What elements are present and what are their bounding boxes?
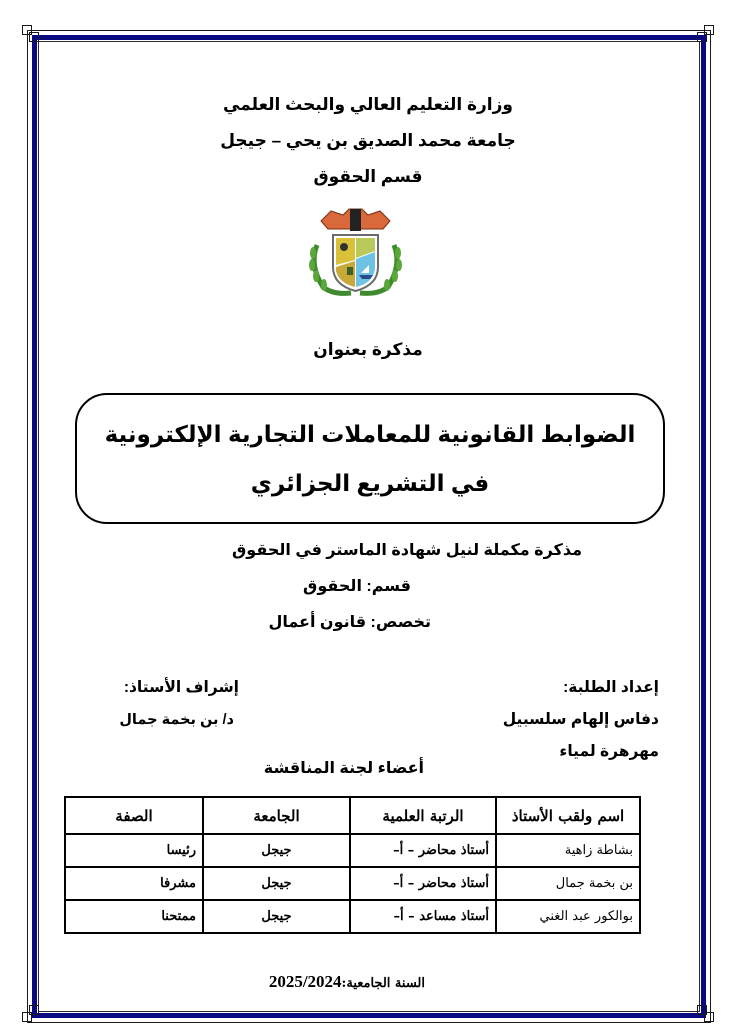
column-header: اسم ولقب الأستاذ: [496, 797, 640, 834]
member-name: بن بخمة جمال: [496, 867, 640, 900]
column-header: الجامعة: [203, 797, 350, 834]
ministry-name: وزارة التعليم العالي والبحث العلمي: [223, 95, 513, 114]
member-name: بشاطة زاهية: [496, 834, 640, 867]
department-name: قسم الحقوق: [313, 167, 423, 186]
table-header-row: [65, 797, 640, 834]
thesis-title-box: [75, 393, 665, 524]
member-university: جيجل: [203, 900, 350, 933]
university-name: جامعة محمد الصديق بن يحي – جيجل: [220, 131, 516, 150]
thesis-title-label: مذكرة بعنوان: [313, 340, 423, 359]
student-name: دفاس إلهام سلسبيل: [502, 711, 659, 728]
supervisor-name: د/ بن بخمة جمال: [119, 712, 234, 728]
students-label: إعداد الطلبة:: [563, 679, 659, 696]
degree-section: قسم: الحقوق: [303, 578, 411, 595]
degree-specialty: تخصص: قانون أعمال: [268, 614, 431, 631]
thesis-title-line-2: في التشريع الجزائري: [250, 470, 490, 496]
table-row: [65, 834, 640, 867]
member-rank: أستاذ محاضر – أ–: [350, 867, 496, 900]
member-rank: أستاذ محاضر – أ–: [350, 834, 496, 867]
university-crest-icon: [303, 205, 408, 297]
academic-year-label: السنة الجامعية:: [341, 976, 425, 991]
student-name: مهرهرة لمياء: [559, 743, 659, 760]
member-university: جيجل: [203, 834, 350, 867]
member-role: رئيسا: [65, 834, 203, 867]
academic-year-value: 2025/2024: [268, 972, 342, 991]
supervisor-label: إشراف الأستاذ:: [123, 679, 239, 696]
member-university: جيجل: [203, 867, 350, 900]
member-role: ممتحنا: [65, 900, 203, 933]
jury-title: أعضاء لجنة المناقشة: [263, 760, 424, 777]
jury-table: [64, 796, 641, 934]
thesis-title-line-1: الضوابط القانونية للمعاملات التجارية الإلكترونية: [104, 421, 636, 447]
degree-purpose: مذكرة مكملة لنيل شهادة الماستر في الحقوق: [232, 542, 582, 559]
column-header: الصفة: [65, 797, 203, 834]
table-row: [65, 867, 640, 900]
column-header: الرتبة العلمية: [350, 797, 496, 834]
member-name: بوالكور عبد الغني: [496, 900, 640, 933]
academic-year: [255, 972, 425, 992]
table-row: [65, 900, 640, 933]
member-rank: أستاذ مساعد – أ–: [350, 900, 496, 933]
member-role: مشرفا: [65, 867, 203, 900]
